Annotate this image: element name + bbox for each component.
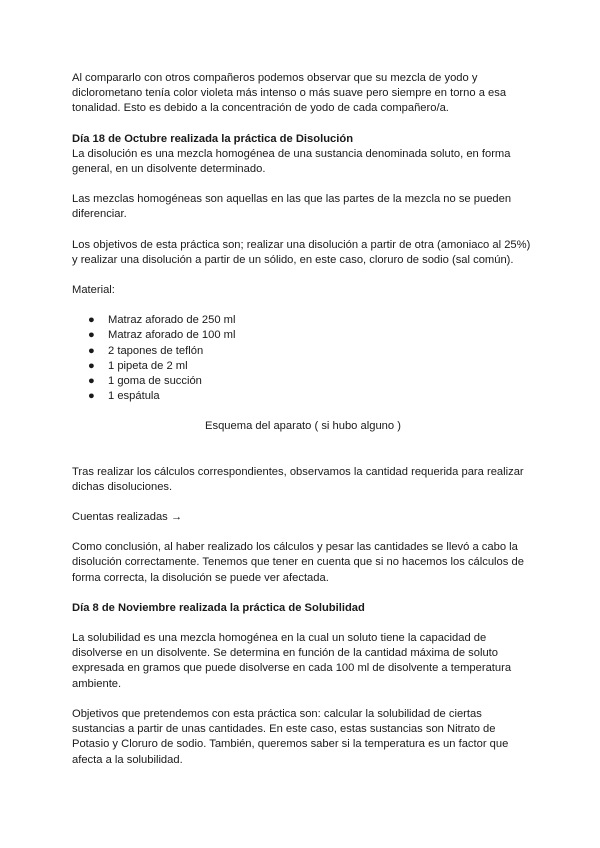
list-item-label: Matraz aforado de 100 ml	[108, 329, 236, 342]
mezclas-paragraph: Las mezclas homogéneas son aquellas en las que las partes de la mezcla no se pueden diferenciar.	[72, 193, 512, 221]
cuentas-paragraph: Cuentas realizadas →	[72, 511, 183, 524]
list-item-label: 1 pipeta de 2 ml	[108, 359, 188, 372]
list-item	[72, 359, 534, 374]
materials-list	[72, 313, 534, 404]
list-item-label: 1 goma de succión	[108, 375, 202, 388]
bullet-icon: ●	[88, 329, 95, 342]
list-item	[72, 374, 534, 389]
solubilidad-heading: Día 8 de Noviembre realizada la práctica de Solubilidad	[72, 601, 365, 614]
list-item	[72, 389, 534, 404]
bullet-icon: ●	[88, 390, 95, 403]
list-item-label: 1 espátula	[108, 390, 160, 403]
bullet-icon: ●	[88, 359, 95, 372]
bullet-icon: ●	[88, 314, 95, 327]
material-label: Material:	[72, 284, 115, 297]
list-item-label: 2 tapones de teflón	[108, 344, 204, 357]
intro-paragraph: Al compararlo con otros compañeros podemos observar que su mezcla de yodo y diclorometano tenía color violeta más intenso o más suave pero siempre en torno a esa tonalidad. Esto es debido a la concentración de yodo de cada compañero/a.	[72, 72, 507, 115]
solubilidad-objetivos: Objetivos que pretendemos con esta práctica son: calcular la solubilidad de ciertas sustancias a partir de unas cantidades. En este caso, estas sustancias son Nitrato de Potasio y Cloruro de sodio. También, queremos saber si la temperatura es un factor que afecta a la solubilidad.	[72, 707, 509, 766]
disolucion-definition: La disolución es una mezcla homogénea de una sustancia denominada soluto, en forma general, en un disolvente determinado.	[72, 147, 511, 176]
bullet-icon: ●	[88, 375, 95, 388]
calculos-paragraph: Tras realizar los cálculos correspondientes, observamos la cantidad requerida para realizar dichas disoluciones.	[72, 465, 524, 493]
esquema-caption: Esquema del aparato ( si hubo alguno )	[205, 420, 401, 433]
list-item-label: Matraz aforado de 250 ml	[108, 314, 236, 327]
objetivos-paragraph: Los objetivos de esta práctica son; realizar una disolución a partir de otra (amoniaco al 25%) y realizar una disolución a partir de un sólido, en este caso, cloruro de sodio (sal común).	[72, 238, 531, 266]
document-page	[72, 71, 534, 768]
disolucion-heading: Día 18 de Octubre realizada la práctica de Disolución	[72, 132, 354, 145]
list-item	[72, 313, 534, 328]
conclusion-paragraph: Como conclusión, al haber realizado los cálculos y pesar las cantidades se llevó a cabo la disolución correctamente. Tenemos que tener en cuenta que si no hacemos los cálculos de forma correcta, la disolución se puede ver afectada.	[72, 541, 524, 584]
bullet-icon: ●	[88, 344, 95, 357]
list-item	[72, 328, 534, 343]
list-item	[72, 344, 534, 359]
solubilidad-definition: La solubilidad es una mezcla homogénea en la cual un soluto tiene la capacidad de disolverse en un disolvente. Se determina en función de la cantidad máxima de soluto expresada en gramos que puede disolverse en cada 100 ml de disolvente a temperatura ambiente.	[72, 632, 512, 690]
